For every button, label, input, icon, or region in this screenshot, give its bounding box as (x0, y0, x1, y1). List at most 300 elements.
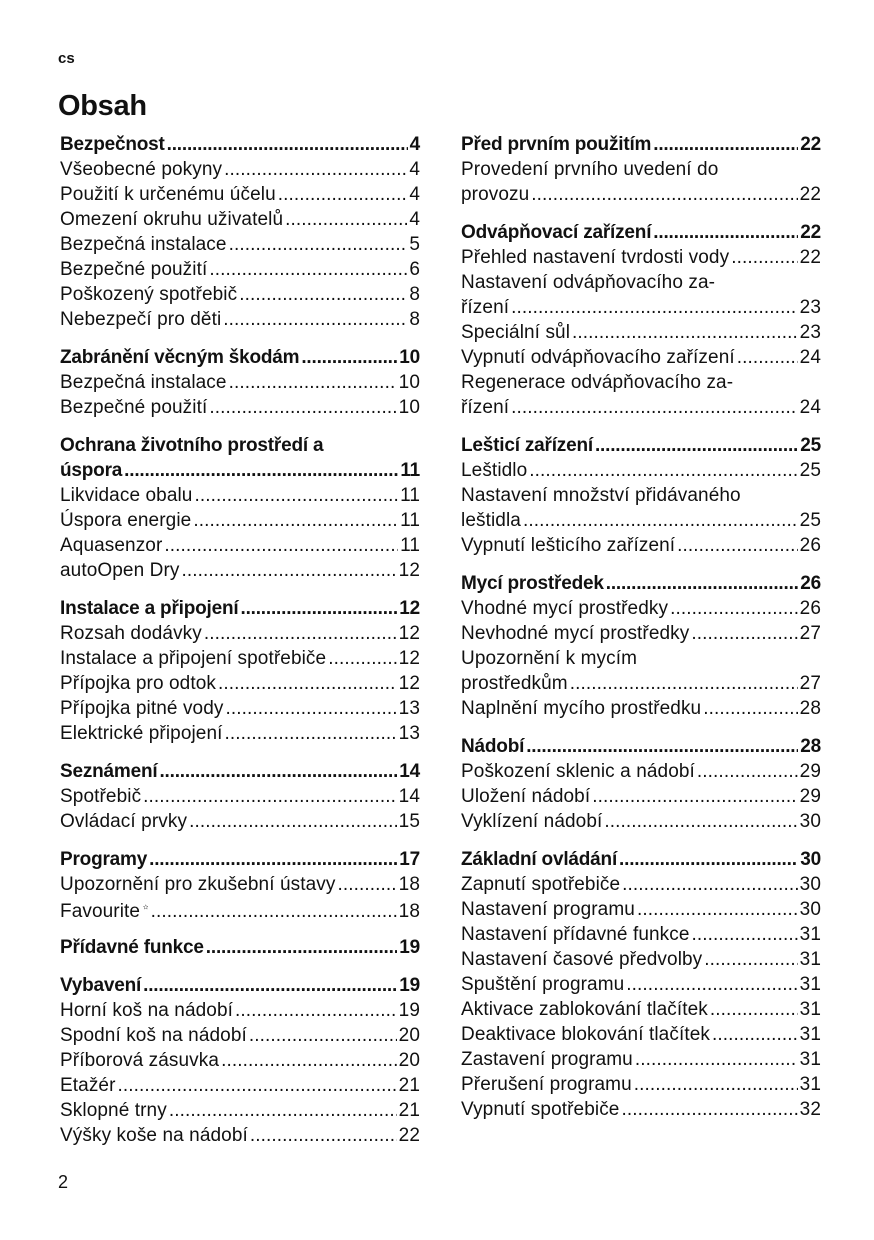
toc-entry (60, 809, 420, 834)
toc-entry-label: Leštidlo (461, 460, 528, 481)
toc-section-title: Základní ovládání (461, 849, 618, 870)
toc-entry-label: Nevhodné mycí prostředky (461, 623, 690, 644)
toc-entry-page: 30 (799, 874, 821, 895)
toc-section-title: Programy (60, 849, 148, 870)
toc-entry (461, 182, 821, 207)
toc-entry-label: Poškozený spotřebič (60, 284, 238, 305)
dot-leader (626, 972, 797, 997)
toc-section-heading (60, 935, 420, 960)
dot-leader (592, 784, 797, 809)
toc-entry-page: 13 (398, 698, 420, 719)
toc-section-title: Nádobí (461, 736, 525, 757)
toc-left-column (60, 132, 420, 1161)
toc-entry-page: 25 (799, 510, 821, 531)
toc-section-title: Lešticí zařízení (461, 435, 593, 456)
toc-entry-page: 4 (409, 184, 420, 205)
toc-section-heading (461, 571, 821, 596)
toc-entry-label: Bezpečné použití (60, 397, 208, 418)
toc-entry-label: Nastavení množství přidávaného (461, 485, 741, 506)
toc-section-page: 17 (399, 849, 420, 870)
toc-entry-page: 12 (398, 623, 420, 644)
toc-entry (60, 207, 420, 232)
toc-entry (60, 721, 420, 746)
toc-section-heading (60, 847, 420, 872)
dot-leader (653, 220, 798, 245)
toc-entry-page: 31 (799, 1074, 821, 1095)
toc-entry-page: 23 (799, 297, 821, 318)
star-outline-icon (143, 897, 148, 917)
dot-leader (703, 696, 797, 721)
toc-entry-label: Deaktivace blokování tlačítek (461, 1024, 710, 1045)
toc-entry-page: 5 (409, 234, 420, 255)
toc-entry (461, 596, 821, 621)
toc-entry-label: Speciální sůl (461, 322, 571, 343)
toc-entry-label: řízení (461, 297, 510, 318)
dot-leader (328, 646, 396, 671)
toc-entry (461, 809, 821, 834)
toc-entry-label: Spuštění programu (461, 974, 625, 995)
toc-section-heading (60, 596, 420, 621)
toc-entry-label: leštidla (461, 510, 521, 531)
toc-entry (461, 295, 821, 320)
toc-entry-page: 18 (398, 901, 420, 922)
toc-entry-page: 20 (398, 1050, 420, 1071)
toc-entry (60, 872, 420, 897)
toc-entry (461, 671, 821, 696)
toc-entry-page: 30 (799, 811, 821, 832)
dot-leader (169, 1098, 397, 1123)
toc-section-title: Odvápňovací zařízení (461, 222, 652, 243)
toc-section-vybaveni (60, 973, 420, 1148)
toc-entry (461, 621, 821, 646)
toc-entry-page: 12 (398, 673, 420, 694)
toc-section-heading (461, 220, 821, 245)
toc-section-page: 28 (800, 736, 821, 757)
dot-leader (278, 182, 408, 207)
dot-leader (595, 433, 798, 458)
toc-entry-page: 29 (799, 761, 821, 782)
dot-leader (118, 1073, 397, 1098)
toc-entry-page: 31 (799, 974, 821, 995)
toc-entry (461, 270, 821, 295)
toc-entry-label: Elektrické připojení (60, 723, 223, 744)
toc-entry (461, 483, 821, 508)
toc-entry-page: 11 (400, 510, 420, 531)
toc-entry (461, 370, 821, 395)
dot-leader (731, 245, 797, 270)
dot-leader (670, 596, 798, 621)
toc-entry-page: 26 (799, 535, 821, 556)
toc-entry (60, 784, 420, 809)
dot-leader (194, 483, 398, 508)
toc-entry-page: 29 (799, 786, 821, 807)
toc-entry-label: Zastavení programu (461, 1049, 633, 1070)
toc-entry-page: 18 (398, 874, 420, 895)
toc-section-heading (60, 973, 420, 998)
dot-leader (249, 1023, 397, 1048)
dot-leader (221, 1048, 397, 1073)
toc-entry-label: Nastavení odvápňovacího za- (461, 272, 716, 293)
toc-entry-page: 21 (398, 1075, 420, 1096)
toc-entry-label: Spodní koš na nádobí (60, 1025, 247, 1046)
toc-entry (60, 621, 420, 646)
toc-entry-page: 11 (400, 535, 420, 556)
toc-section-page: 14 (399, 761, 420, 782)
toc-section-odvapnovaci-zarizeni (461, 220, 821, 420)
toc-section-lestici-zarizeni (461, 433, 821, 558)
toc-section-programy (60, 847, 420, 922)
toc-entry-label: Všeobecné pokyny (60, 159, 223, 180)
toc-entry-label: Vhodné mycí prostředky (461, 598, 669, 619)
dot-leader (677, 533, 797, 558)
dot-leader (712, 1022, 798, 1047)
toc-entry-label: Rozsah dodávky (60, 623, 202, 644)
toc-entry-label: Použití k určenému účelu (60, 184, 276, 205)
toc-section-ochrana-zivotniho-prostredi-a-uspora (60, 433, 420, 583)
toc-entry-label: Instalace a připojení spotřebiče (60, 648, 327, 669)
dot-leader (653, 132, 798, 157)
language-code: cs (58, 50, 75, 67)
toc-section-heading (60, 458, 420, 483)
toc-entry (461, 784, 821, 809)
toc-section-title: Zabránění věcným škodám (60, 347, 300, 368)
dot-leader (229, 232, 408, 257)
toc-section-page: 22 (800, 134, 821, 155)
dot-leader (621, 1097, 797, 1122)
toc-section-title: Přídavné funkce (60, 937, 204, 958)
toc-entry-label: Nebezpečí pro děti (60, 309, 222, 330)
toc-entry-label: autoOpen Dry (60, 560, 180, 581)
toc-entry-label: Regenerace odvápňovacího za- (461, 372, 734, 393)
toc-entry-page: 28 (799, 698, 821, 719)
toc-section-bezpecnost (60, 132, 420, 332)
toc-entry-page: 10 (398, 397, 420, 418)
dot-leader (229, 370, 397, 395)
toc-entry-label: Sklopné trny (60, 1100, 167, 1121)
dot-leader (209, 257, 407, 282)
toc-section-instalace-a-pripojeni (60, 596, 420, 746)
toc-entry-page: 31 (799, 1049, 821, 1070)
dot-leader (526, 734, 798, 759)
toc-entry-page: 31 (799, 1024, 821, 1045)
toc-entry-page: 12 (398, 648, 420, 669)
dot-leader (206, 935, 397, 960)
toc-entry-label: Nastavení přídavné funkce (461, 924, 690, 945)
toc-entry (60, 1048, 420, 1073)
toc-entry (60, 395, 420, 420)
toc-entry-label: Provedení prvního uvedení do (461, 159, 719, 180)
toc-entry-page: 30 (799, 899, 821, 920)
toc-section-heading (461, 132, 821, 157)
toc-entry (461, 696, 821, 721)
dot-leader (218, 671, 397, 696)
toc-entry-label: Omezení okruhu uživatelů (60, 209, 284, 230)
dot-leader (338, 872, 397, 897)
toc-entry-label: Vypnutí spotřebiče (461, 1099, 620, 1120)
toc-entry-page: 8 (409, 284, 420, 305)
toc-entry (60, 1123, 420, 1148)
dot-leader (240, 596, 397, 621)
dot-leader (301, 345, 397, 370)
toc-entry (461, 458, 821, 483)
toc-section-heading (60, 132, 420, 157)
toc-entry-label: Uložení nádobí (461, 786, 591, 807)
toc-entry-page: 20 (398, 1025, 420, 1046)
dot-leader (572, 320, 798, 345)
toc-section-page: 11 (400, 460, 420, 481)
toc-section-page: 26 (800, 573, 821, 594)
toc-section-title: Bezpečnost (60, 134, 165, 155)
toc-entry (60, 646, 420, 671)
toc-entry-page: 31 (799, 924, 821, 945)
toc-entry-page: 25 (799, 460, 821, 481)
toc-entry (461, 533, 821, 558)
toc-entry-label: Vypnutí odvápňovacího zařízení (461, 347, 735, 368)
dot-leader (511, 395, 798, 420)
toc-entry (461, 922, 821, 947)
toc-entry-page: 26 (799, 598, 821, 619)
dot-leader (635, 1047, 798, 1072)
toc-entry-label: Poškození sklenic a nádobí (461, 761, 695, 782)
toc-entry-label: Zapnutí spotřebiče (461, 874, 621, 895)
toc-entry (60, 558, 420, 583)
dot-leader (224, 157, 407, 182)
toc-entry-page: 24 (799, 347, 821, 368)
toc-section-zakladni-ovladani (461, 847, 821, 1122)
dot-leader (637, 897, 798, 922)
toc-entry-page: 13 (398, 723, 420, 744)
toc-entry-label: Nastavení programu (461, 899, 635, 920)
toc-entry-label: Vypnutí lešticího zařízení (461, 535, 676, 556)
toc-entry (461, 395, 821, 420)
dot-leader (209, 395, 396, 420)
toc-section-page: 19 (399, 975, 420, 996)
toc-entry-page: 14 (398, 786, 420, 807)
dot-leader (619, 847, 798, 872)
toc-entry-page: 4 (409, 159, 420, 180)
dot-leader (204, 621, 397, 646)
toc-entry-label: prostředkům (461, 673, 568, 694)
toc-section-pred-prvnim-pouzitim (461, 132, 821, 207)
dot-leader (235, 998, 397, 1023)
toc-section-seznameni (60, 759, 420, 834)
dot-leader (225, 721, 397, 746)
dot-leader (529, 458, 797, 483)
toc-entry-label: Přípojka pitné vody (60, 698, 224, 719)
toc-entry-label: Příborová zásuvka (60, 1050, 220, 1071)
dot-leader (737, 345, 798, 370)
toc-entry-page: 8 (409, 309, 420, 330)
dot-leader (143, 973, 397, 998)
toc-entry (461, 1047, 821, 1072)
toc-section-title: Ochrana životního prostředí a (60, 435, 324, 456)
toc-entry-page: 19 (398, 1000, 420, 1021)
dot-leader (124, 458, 398, 483)
toc-entry-page: 11 (400, 485, 420, 506)
toc-section-title: Seznámení (60, 761, 158, 782)
toc-entry-label: Vyklízení nádobí (461, 811, 603, 832)
toc-entry-page: 27 (799, 673, 821, 694)
toc-entry-label: řízení (461, 397, 510, 418)
toc-entry (60, 508, 420, 533)
toc-section-myci-prostredek (461, 571, 821, 721)
dot-leader (151, 899, 397, 924)
toc-entry (60, 897, 420, 922)
dot-leader (159, 759, 397, 784)
toc-entry (461, 972, 821, 997)
dot-leader (226, 696, 397, 721)
toc-entry (60, 671, 420, 696)
toc-entry (461, 759, 821, 784)
toc-entry-label: Upozornění pro zkušební ústavy (60, 874, 336, 895)
dot-leader (634, 1072, 798, 1097)
dot-leader (189, 809, 397, 834)
toc-section-zabraneni-vecnym-skodam (60, 345, 420, 420)
toc-entry-label: Úspora energie (60, 510, 192, 531)
toc-entry-page: 6 (409, 259, 420, 280)
toc-entry (60, 307, 420, 332)
toc-entry-page: 32 (799, 1099, 821, 1120)
toc-entry-label: Horní koš na nádobí (60, 1000, 234, 1021)
toc-section-heading (461, 433, 821, 458)
dot-leader (250, 1123, 397, 1148)
toc-section-page: 10 (399, 347, 420, 368)
toc-entry (461, 320, 821, 345)
dot-leader (531, 182, 797, 207)
dot-leader (149, 847, 397, 872)
toc-entry (461, 1072, 821, 1097)
toc-section-title: úspora (60, 460, 123, 481)
toc-entry (461, 897, 821, 922)
toc-entry-label: Bezpečná instalace (60, 372, 227, 393)
toc-entry-label: Bezpečné použití (60, 259, 208, 280)
toc-section-nadobi (461, 734, 821, 834)
toc-section-page: 22 (800, 222, 821, 243)
page-number: 2 (58, 1172, 69, 1192)
dot-leader (167, 132, 408, 157)
toc-section-heading (461, 734, 821, 759)
toc-entry-label: Likvidace obalu (60, 485, 193, 506)
dot-leader (223, 307, 407, 332)
toc-entry-page: 10 (398, 372, 420, 393)
toc-entry (461, 345, 821, 370)
toc-section-page: 12 (399, 598, 420, 619)
dot-leader (710, 997, 798, 1022)
toc-entry (461, 508, 821, 533)
toc-entry (60, 1073, 420, 1098)
dot-leader (691, 621, 797, 646)
toc-section-title: Vybavení (60, 975, 142, 996)
toc-entry (60, 257, 420, 282)
dot-leader (285, 207, 407, 232)
toc-entry-label: Nastavení časové předvolby (461, 949, 703, 970)
toc-entry-label: Favourite (60, 901, 141, 922)
toc-entry (461, 245, 821, 270)
toc-entry-label: Etažér (60, 1075, 116, 1096)
toc-entry-label: provozu (461, 184, 530, 205)
dot-leader (193, 508, 398, 533)
toc-section-page: 4 (409, 134, 420, 155)
toc-entry (461, 997, 821, 1022)
toc-section-pridavne-funkce (60, 935, 420, 960)
toc-section-title: Mycí prostředek (461, 573, 604, 594)
dot-leader (143, 784, 396, 809)
toc-section-heading (60, 345, 420, 370)
toc-section-heading (60, 759, 420, 784)
dot-leader (622, 872, 797, 897)
toc-entry-page: 12 (398, 560, 420, 581)
toc-entry (461, 947, 821, 972)
toc-entry (461, 646, 821, 671)
toc-section-heading (60, 433, 420, 458)
dot-leader (239, 282, 407, 307)
toc-entry-label: Ovládací prvky (60, 811, 188, 832)
toc-entry (60, 1098, 420, 1123)
toc-entry-label: Bezpečná instalace (60, 234, 227, 255)
dot-leader (692, 922, 798, 947)
dot-leader (570, 671, 798, 696)
toc-entry-page: 22 (398, 1125, 420, 1146)
toc-section-page: 25 (800, 435, 821, 456)
toc-entry-page: 4 (409, 209, 420, 230)
toc-entry-page: 15 (398, 811, 420, 832)
toc-entry-page: 24 (799, 397, 821, 418)
toc-entry-label: Výšky koše na nádobí (60, 1125, 248, 1146)
toc-right-column (461, 132, 821, 1135)
toc-entry-label: Přehled nastavení tvrdosti vody (461, 247, 730, 268)
toc-entry (60, 533, 420, 558)
toc-entry-page: 22 (799, 247, 821, 268)
toc-entry-label: Aktivace zablokování tlačítek (461, 999, 708, 1020)
toc-entry (60, 157, 420, 182)
toc-entry-page: 31 (799, 999, 821, 1020)
toc-entry (60, 182, 420, 207)
toc-entry-label: Aquasenzor (60, 535, 163, 556)
dot-leader (523, 508, 798, 533)
toc-entry (461, 1022, 821, 1047)
toc-entry-page: 23 (799, 322, 821, 343)
dot-leader (182, 558, 397, 583)
toc-entry-label: Přípojka pro odtok (60, 673, 216, 694)
toc-section-heading (461, 847, 821, 872)
toc-entry (60, 232, 420, 257)
toc-entry (60, 370, 420, 395)
toc-entry-page: 22 (799, 184, 821, 205)
toc-entry (60, 483, 420, 508)
toc-entry-label: Spotřebič (60, 786, 142, 807)
dot-leader (604, 809, 797, 834)
toc-entry-label: Naplnění mycího prostředku (461, 698, 702, 719)
dot-leader (511, 295, 798, 320)
dot-leader (164, 533, 398, 558)
toc-entry-page: 27 (799, 623, 821, 644)
toc-section-page: 30 (800, 849, 821, 870)
toc-section-title: Před prvním použitím (461, 134, 652, 155)
toc-entry (60, 998, 420, 1023)
toc-entry (461, 872, 821, 897)
dot-leader (697, 759, 798, 784)
toc-entry-page: 21 (398, 1100, 420, 1121)
toc-entry (60, 282, 420, 307)
toc-entry (461, 157, 821, 182)
toc-entry (461, 1097, 821, 1122)
toc-entry-label: Upozornění k mycím (461, 648, 638, 669)
toc-entry-page: 31 (799, 949, 821, 970)
toc-entry (60, 696, 420, 721)
toc-section-page: 19 (399, 937, 420, 958)
toc-entry (60, 1023, 420, 1048)
dot-leader (606, 571, 799, 596)
